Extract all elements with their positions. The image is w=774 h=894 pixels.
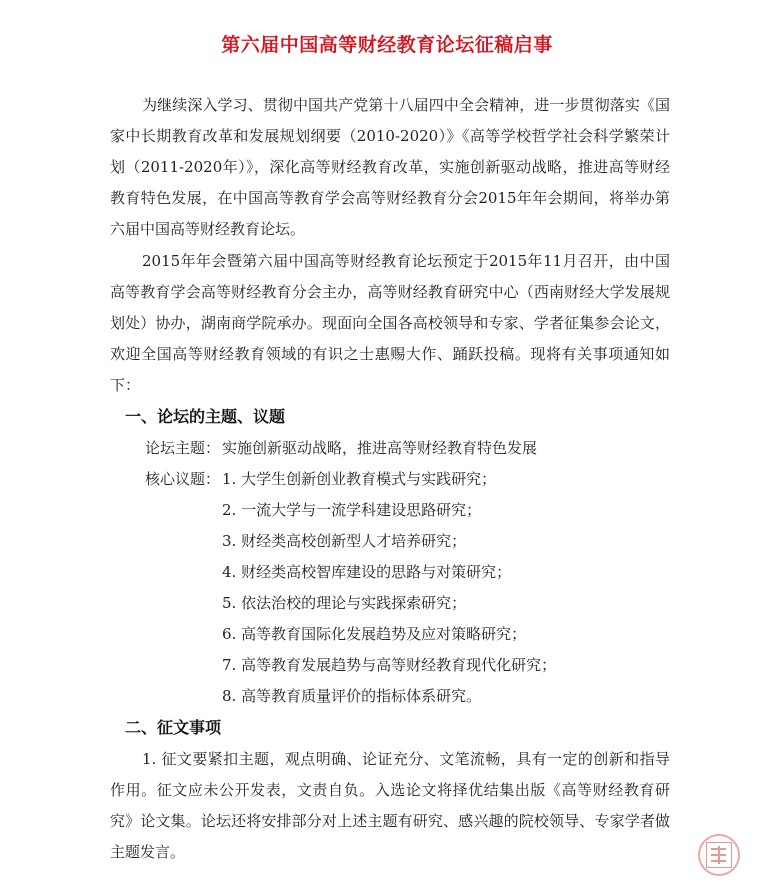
issue-item: 7. 高等教育发展趋势与高等财经教育现代化研究； [222, 656, 557, 674]
intro-paragraph [110, 90, 670, 245]
topic-label: 论坛主题： [145, 439, 221, 457]
issue-item: 8. 高等教育质量评价的指标体系研究。 [222, 687, 482, 705]
submission-paragraph-text: 1. 征文要紧扣主题，观点明确、论证充分、文笔流畅，具有一定的创新和指导作用。征文应未公开发表，文责自负。入选论文将择优结集出版《高等财经教育研究》论文集。论坛还将安排部分对上述主题有研究、感兴趣的院校领导、专家学者做主题发言。 [110, 750, 670, 861]
issue-item: 2. 一流大学与一流学科建设思路研究； [222, 501, 482, 519]
seal-stamp-icon [698, 834, 740, 876]
section-heading-submission: 二、征文事项 [125, 718, 222, 737]
issue-item: 6. 高等教育国际化发展趋势及应对策略研究； [222, 625, 527, 643]
issue-item: 3. 财经类高校创新型人才培养研究； [222, 532, 467, 550]
meeting-paragraph [110, 246, 670, 401]
issues-label: 核心议题： [145, 470, 221, 488]
seal-stamp-glyph [706, 842, 732, 868]
issue-item: 4. 财经类高校智库建设的思路与对策研究； [222, 563, 512, 581]
page-title: 第六届中国高等财经教育论坛征稿启事 [221, 34, 553, 56]
topic-value: 实施创新驱动战略，推进高等财经教育特色发展 [222, 439, 538, 457]
meeting-paragraph-text: 2015年年会暨第六届中国高等财经教育论坛预定于2015年11月召开，由中国高等教育学会高等财经教育分会主办，高等财经教育研究中心（西南财经大学发展规划处）协办，湖南商学院承办。现面向全国各高校领导和专家、学者征集参会论文，欢迎全国高等财经教育领域的有识之士惠赐大作、踊跃投稿。现将有关事项通知如下： [110, 252, 670, 394]
issue-item: 1. 大学生创新创业教育模式与实践研究； [222, 470, 497, 488]
section-heading-topics: 一、论坛的主题、议题 [125, 407, 286, 426]
submission-paragraph [110, 744, 670, 868]
issue-item: 5. 依法治校的理论与实践探索研究； [222, 594, 467, 612]
intro-paragraph-text: 为继续深入学习、贯彻中国共产党第十八届四中全会精神，进一步贯彻落实《国家中长期教育改革和发展规划纲要（2010-2020）》《高等学校哲学社会科学繁荣计划（2011-2020年）》，深化高等财经教育改革，实施创新驱动战略，推进高等财经教育特色发展，在中国高等教育学会高等财经教育分会2015年年会期间，将举办第六届中国高等财经教育论坛。 [110, 96, 670, 238]
